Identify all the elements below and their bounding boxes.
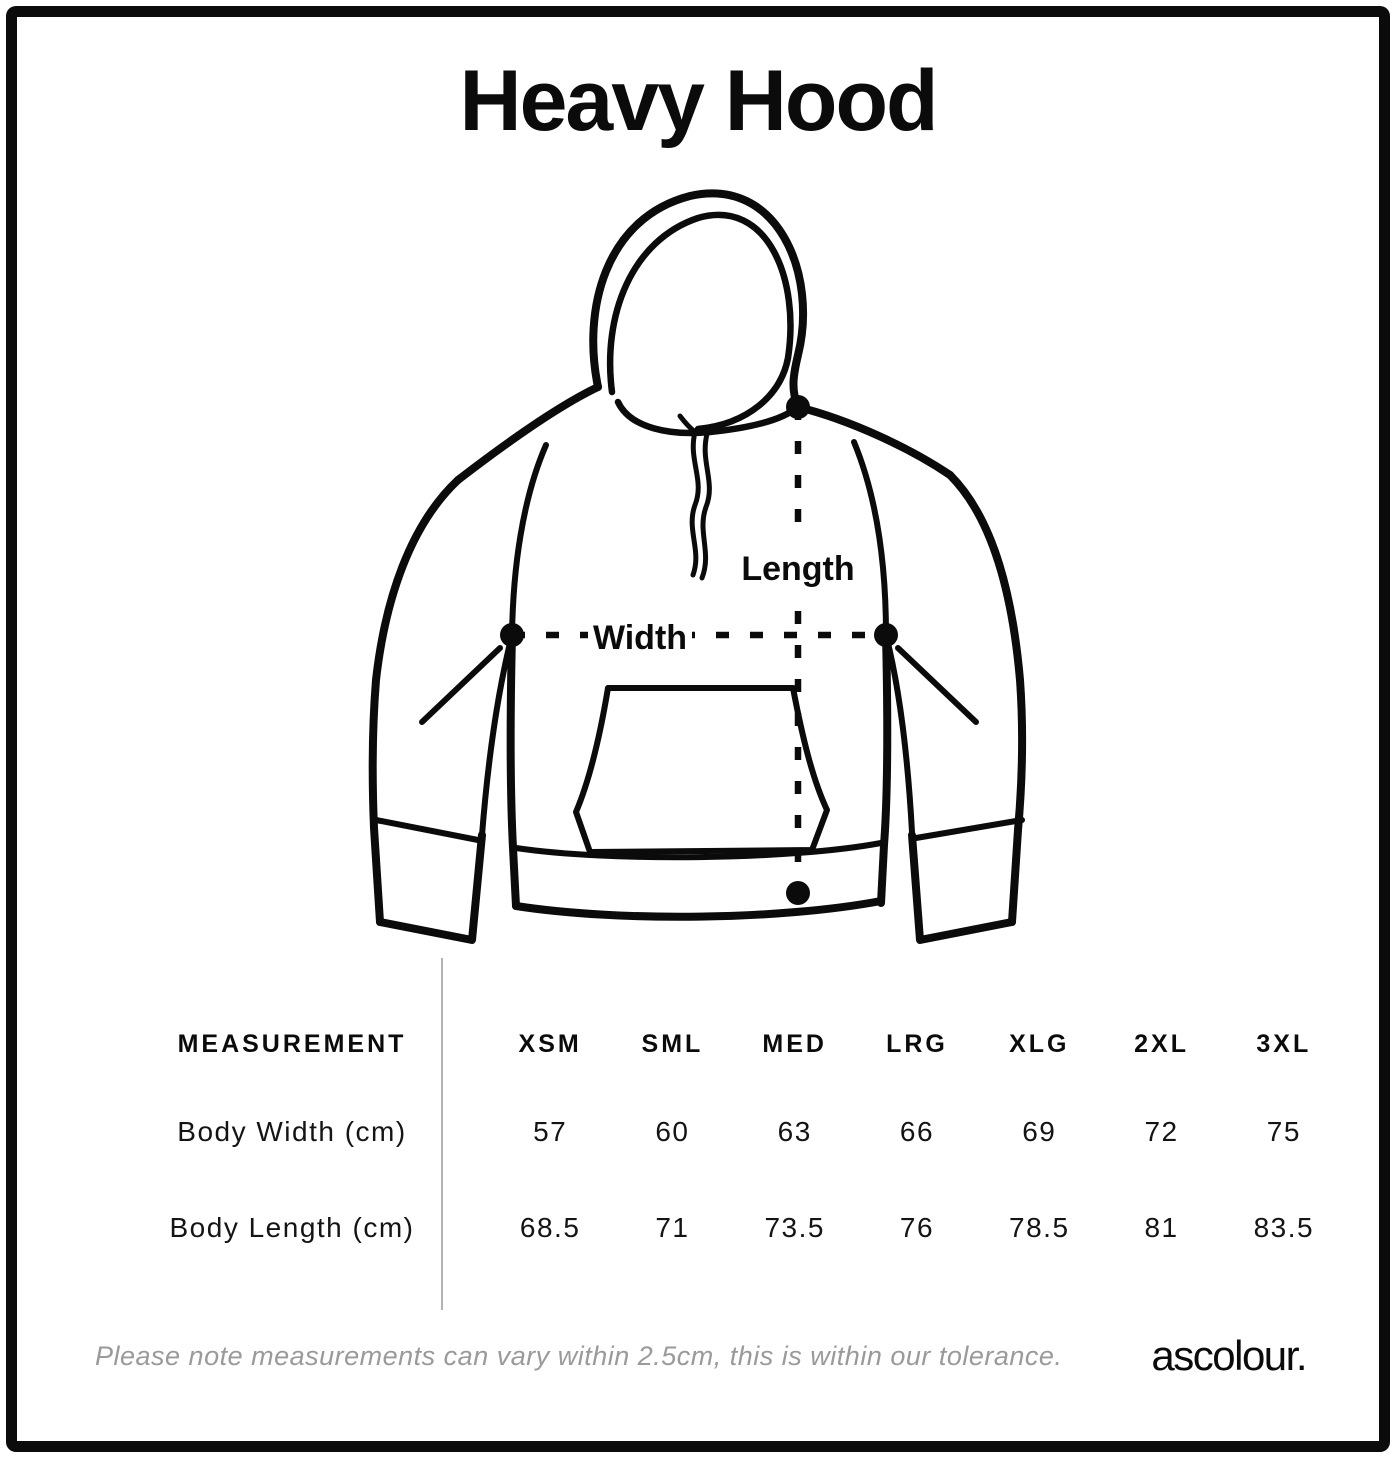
body-width-xlg: 69: [1022, 1116, 1057, 1147]
cuff-left: [380, 835, 482, 940]
tolerance-note: Please note measurements can vary within 2.5cm, this is within our tolerance.: [95, 1341, 1063, 1371]
size-header-2xl: 2XL: [1134, 1029, 1189, 1058]
hood-inner-line: [610, 215, 790, 429]
row-label-body-width: Body Width (cm): [177, 1116, 407, 1147]
body-right-side: [881, 635, 887, 903]
armhole-right-seam: [854, 442, 886, 635]
body-width-sml: 60: [655, 1116, 690, 1147]
table-row-body-length: [95, 1208, 1345, 1248]
body-width-3xl: 75: [1266, 1116, 1301, 1147]
hem-point-dot: [786, 881, 810, 905]
body-width-2xl: 72: [1144, 1116, 1179, 1147]
hood-outer-line: [593, 193, 803, 407]
size-header-xsm: XSM: [518, 1029, 582, 1058]
pocket-outline: [576, 688, 827, 852]
neck-point-dot: [786, 395, 810, 419]
hoodie-measurement-diagram: [350, 180, 1050, 950]
cuff-right: [912, 835, 1012, 940]
armhole-left-seam: [512, 445, 546, 635]
body-width-med: 63: [777, 1116, 812, 1147]
size-header-lrg: LRG: [886, 1029, 948, 1058]
armpit-right-crease: [898, 648, 976, 722]
armpit-left-crease: [422, 648, 500, 722]
cuff-right-seam: [916, 820, 1022, 838]
brand-logo: ascolour.: [1151, 1332, 1306, 1379]
body-length-xlg: 78.5: [1009, 1212, 1070, 1243]
length-label: Length: [741, 550, 855, 588]
width-right-dot: [874, 623, 898, 647]
page-title: Heavy Hood: [459, 53, 937, 149]
shoulder-left-line: [458, 387, 598, 480]
drawstring-right: [702, 434, 709, 578]
table-header-row: [95, 1026, 1345, 1062]
size-header-3xl: 3XL: [1256, 1029, 1312, 1058]
body-length-3xl: 83.5: [1253, 1212, 1315, 1243]
shoulder-right-line: [798, 407, 950, 475]
row-label-body-length: Body Length (cm): [169, 1212, 415, 1243]
hem-bottom-line: [516, 901, 881, 917]
table-row-body-width: [95, 1112, 1345, 1152]
width-label: Width: [592, 619, 688, 657]
body-length-2xl: 81: [1144, 1212, 1179, 1243]
body-length-sml: 71: [655, 1212, 690, 1243]
body-left-side: [511, 635, 516, 906]
body-width-xsm: 57: [533, 1116, 568, 1147]
body-length-med: 73.5: [764, 1212, 825, 1243]
body-width-lrg: 66: [899, 1116, 935, 1147]
sleeve-right-outer: [950, 475, 1022, 922]
width-left-dot: [500, 623, 524, 647]
measurement-header: MEASUREMENT: [177, 1029, 407, 1058]
body-length-xsm: 68.5: [519, 1212, 581, 1243]
cuff-left-seam: [376, 820, 478, 840]
drawstring-left: [692, 432, 698, 575]
size-header-xlg: XLG: [1009, 1029, 1070, 1058]
size-header-med: MED: [762, 1029, 827, 1058]
body-length-lrg: 76: [899, 1212, 935, 1243]
size-header-sml: SML: [641, 1029, 704, 1058]
